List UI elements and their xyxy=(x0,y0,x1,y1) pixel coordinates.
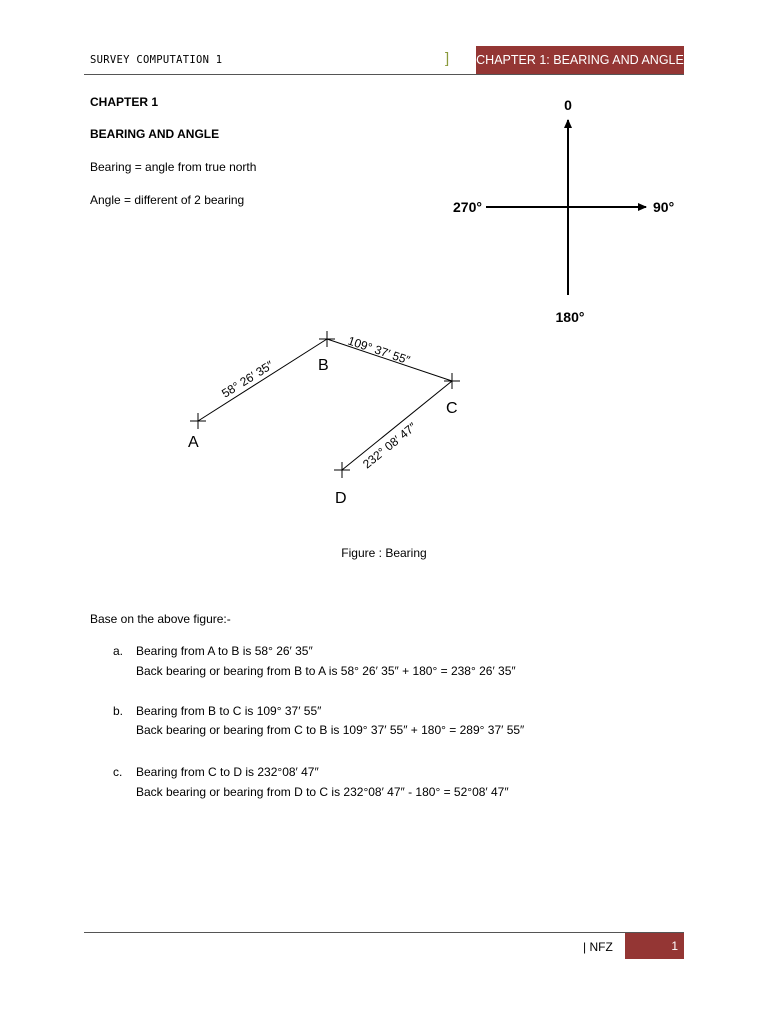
station-a-marker xyxy=(190,413,206,429)
list-item-line-2: Back bearing or bearing from C to B is 109° 37′ 55″ + 180° = 289° 37′ 55″ xyxy=(136,723,525,737)
list-item-letter: c. xyxy=(113,765,123,779)
station-a-label: A xyxy=(188,434,199,451)
station-b-label: B xyxy=(318,357,329,374)
station-c-marker xyxy=(444,373,460,389)
line-ab xyxy=(198,339,327,421)
list-item-line-1: Bearing from A to B is 58° 26′ 35″ xyxy=(136,644,313,658)
compass-east-label: 90° xyxy=(653,199,675,215)
chapter-label: CHAPTER 1 xyxy=(90,95,159,109)
list-item-line-1: Bearing from C to D is 232°08′ 47″ xyxy=(136,765,319,779)
chapter-header-box: CHAPTER 1: BEARING AND ANGLE xyxy=(476,46,684,74)
figure-caption: Figure : Bearing xyxy=(341,546,427,560)
compass-diagram xyxy=(453,97,674,325)
compass-west-label: 270° xyxy=(453,199,482,215)
header-bracket: ] xyxy=(445,50,450,67)
list-item-line-1: Bearing from B to C is 109° 37′ 55″ xyxy=(136,704,322,718)
page-number-box xyxy=(625,933,684,959)
station-c-label: C xyxy=(446,400,458,417)
bearing-definition: Bearing = angle from true north xyxy=(90,160,257,174)
running-header-title: SURVEY COMPUTATION 1 xyxy=(90,54,223,66)
analysis-heading: Base on the above figure:- xyxy=(90,612,231,626)
list-item-letter: b. xyxy=(113,704,124,718)
station-d-label: D xyxy=(335,490,347,507)
traverse-diagram xyxy=(190,331,460,478)
compass-south-label: 180° xyxy=(555,309,585,325)
station-b-marker xyxy=(319,331,335,347)
station-d-marker xyxy=(334,462,350,478)
bearing-label-cd: 232° 08′ 47″ xyxy=(360,419,420,472)
angle-definition: Angle = different of 2 bearing xyxy=(90,193,245,207)
list-item-line-2: Back bearing or bearing from B to A is 58° 26′ 35″ + 180° = 238° 26′ 35″ xyxy=(136,664,516,678)
list-item-line-2: Back bearing or bearing from D to C is 232°08′ 47″ - 180° = 52°08′ 47″ xyxy=(136,785,509,799)
compass-north-label: 0 xyxy=(564,97,572,113)
section-title: BEARING AND ANGLE xyxy=(90,127,220,141)
footer-rule xyxy=(84,932,684,933)
bearing-label-bc: 109° 37′ 55″ xyxy=(346,333,412,368)
line-cd xyxy=(342,381,452,470)
list-item-letter: a. xyxy=(113,644,124,658)
page-number: 1 xyxy=(671,939,678,953)
footer-author: | NFZ xyxy=(583,940,613,954)
bearing-label-ab: 58° 26′ 35″ xyxy=(219,357,276,401)
